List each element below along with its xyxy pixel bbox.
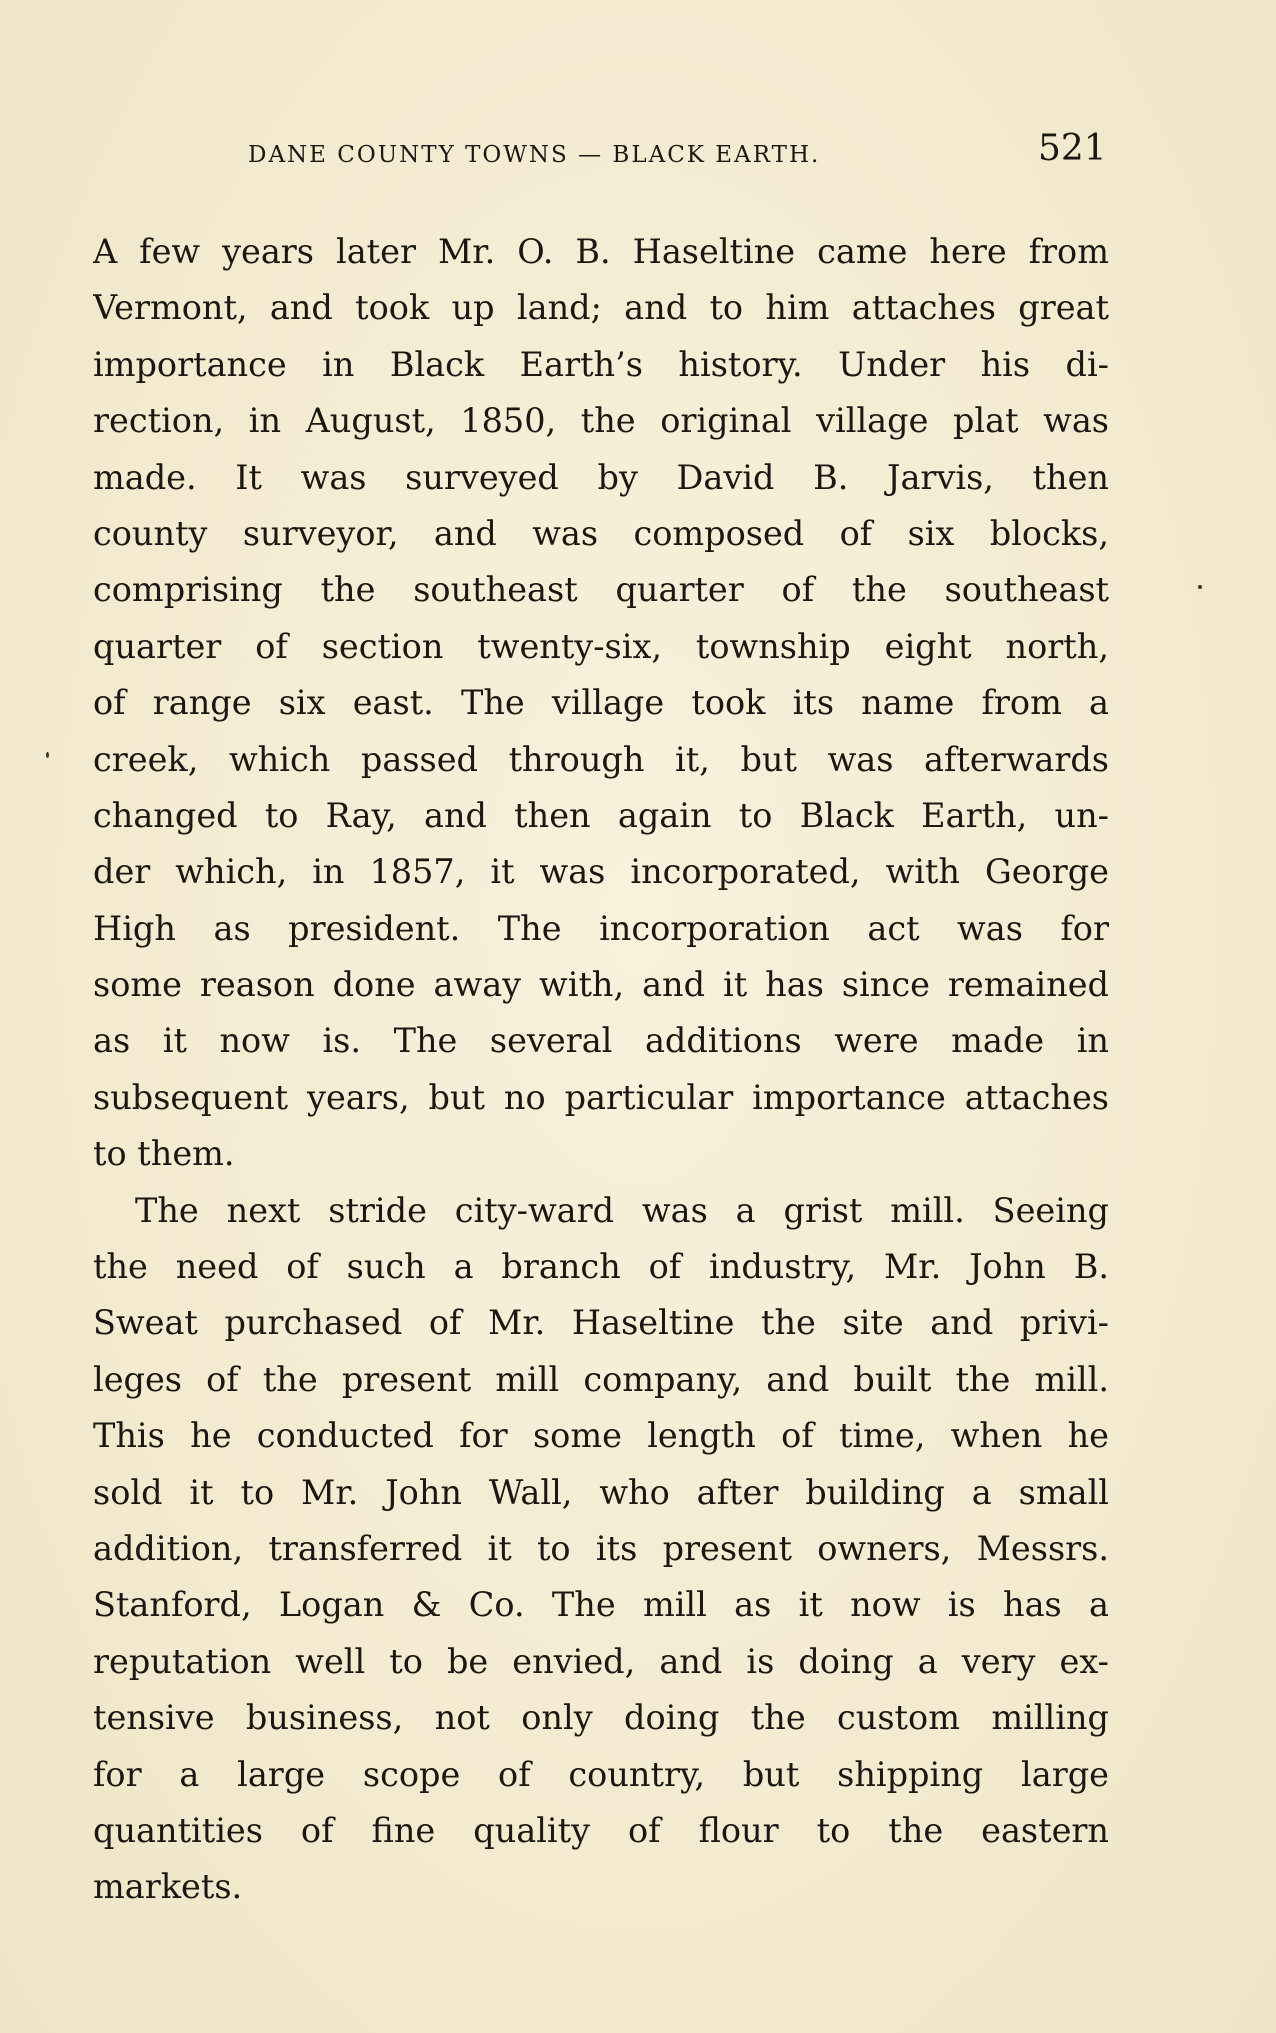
text-line: of range six east. The village took its name from a: [93, 683, 1109, 723]
text-line: for a large scope of country, but shipping large: [93, 1754, 1109, 1794]
text-line: county surveyor, and was composed of six blocks,: [93, 513, 1109, 553]
text-line: reputation well to be envied, and is doing a very ex-: [93, 1641, 1109, 1681]
ink-speck: [1198, 585, 1202, 589]
page-number: 521: [1038, 128, 1107, 169]
text-line: The next stride city-ward was a grist mill. Seeing: [135, 1190, 1109, 1230]
body-text: [93, 224, 1109, 1916]
text-line: Sweat purchased of Mr. Haseltine the site and privi-: [93, 1303, 1109, 1343]
text-line: sold it to Mr. John Wall, who after building a small: [93, 1472, 1109, 1512]
text-line: tensive business, not only doing the custom milling: [93, 1698, 1109, 1738]
text-line: importance in Black Earth’s history. Under his di-: [93, 344, 1109, 384]
text-line: comprising the southeast quarter of the southeast: [93, 570, 1109, 610]
text-line: rection, in August, 1850, the original village plat was: [93, 401, 1109, 441]
text-line: made. It was surveyed by David B. Jarvis, then: [93, 457, 1109, 497]
paragraph-2: [93, 1183, 1109, 1916]
text-line: some reason done away with, and it has since remained: [93, 965, 1109, 1005]
text-line: subsequent years, but no particular importance attaches: [93, 1077, 1109, 1117]
ink-speck: [46, 752, 49, 758]
text-line: Stanford, Logan & Co. The mill as it now is has a: [93, 1585, 1109, 1625]
text-line: High as president. The incorporation act was for: [93, 908, 1109, 948]
running-head: DANE COUNTY TOWNS — BLACK EARTH.: [248, 142, 821, 168]
text-line: quantities of fine quality of flour to the eastern: [93, 1810, 1109, 1850]
text-line: as it now is. The several additions were made in: [93, 1021, 1109, 1061]
text-line: addition, transferred it to its present owners, Messrs.: [93, 1528, 1109, 1568]
text-line: to them.: [93, 1134, 235, 1174]
text-line: changed to Ray, and then again to Black Earth, un-: [93, 795, 1109, 835]
text-line: creek, which passed through it, but was afterwards: [93, 739, 1109, 779]
text-line: A few years later Mr. O. B. Haseltine came here from: [93, 232, 1109, 271]
text-line: This he conducted for some length of time, when he: [93, 1416, 1109, 1456]
text-line: markets.: [93, 1867, 243, 1907]
text-line: Vermont, and took up land; and to him attaches great: [93, 288, 1109, 328]
text-line: leges of the present mill company, and built the mill.: [93, 1359, 1109, 1399]
text-line: quarter of section twenty-six, township eight north,: [93, 626, 1109, 666]
text-line: the need of such a branch of industry, Mr. John B.: [93, 1247, 1109, 1287]
text-line: der which, in 1857, it was incorporated, with George: [93, 852, 1109, 892]
paragraph-1: [93, 224, 1109, 1183]
